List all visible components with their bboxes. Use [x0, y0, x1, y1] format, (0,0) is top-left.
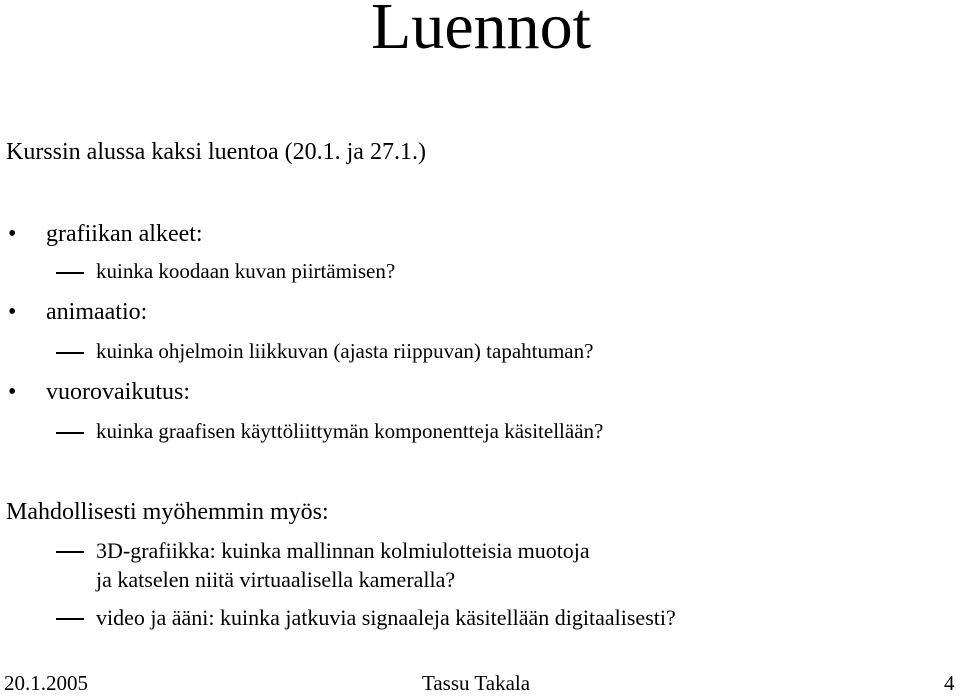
- later-item-line: video ja ääni: kuinka jatkuvia signaaleja käsitellään digitaalisesti?: [96, 605, 676, 630]
- footer-date: 20.1.2005: [4, 671, 88, 695]
- bullet-icon: •: [8, 299, 17, 325]
- bullet-icon: •: [8, 221, 17, 247]
- topic-label: grafiikan alkeet:: [46, 221, 203, 247]
- dash-icon: [56, 272, 84, 274]
- slide-title-text: Luennot: [371, 0, 591, 63]
- topic-sub: kuinka graafisen käyttöliittymän komponentteja käsitellään?: [96, 419, 604, 443]
- slide-title: [0, 0, 960, 62]
- dash-icon: [56, 432, 84, 434]
- topic-label: vuorovaikutus:: [46, 379, 190, 405]
- topic-sub: kuinka ohjelmoin liikkuvan (ajasta riippuvan) tapahtuman?: [96, 339, 594, 363]
- topic-sub: kuinka koodaan kuvan piirtämisen?: [96, 259, 396, 283]
- dash-icon: [56, 618, 84, 620]
- footer-page-number: 4: [944, 671, 955, 695]
- footer-author: Tassu Takala: [422, 671, 531, 695]
- topic-label: animaatio:: [46, 299, 148, 325]
- later-item-line: ja katselen niitä virtuaalisella kameralla?: [96, 567, 456, 592]
- bullet-icon: •: [8, 379, 17, 405]
- later-heading: Mahdollisesti myöhemmin myös:: [6, 499, 329, 525]
- dash-icon: [56, 352, 84, 354]
- intro-text: Kurssin alussa kaksi luentoa (20.1. ja 27.1.): [6, 139, 426, 165]
- later-item-line: 3D-grafiikka: kuinka mallinnan kolmiulotteisia muotoja: [96, 538, 590, 563]
- dash-icon: [56, 551, 84, 553]
